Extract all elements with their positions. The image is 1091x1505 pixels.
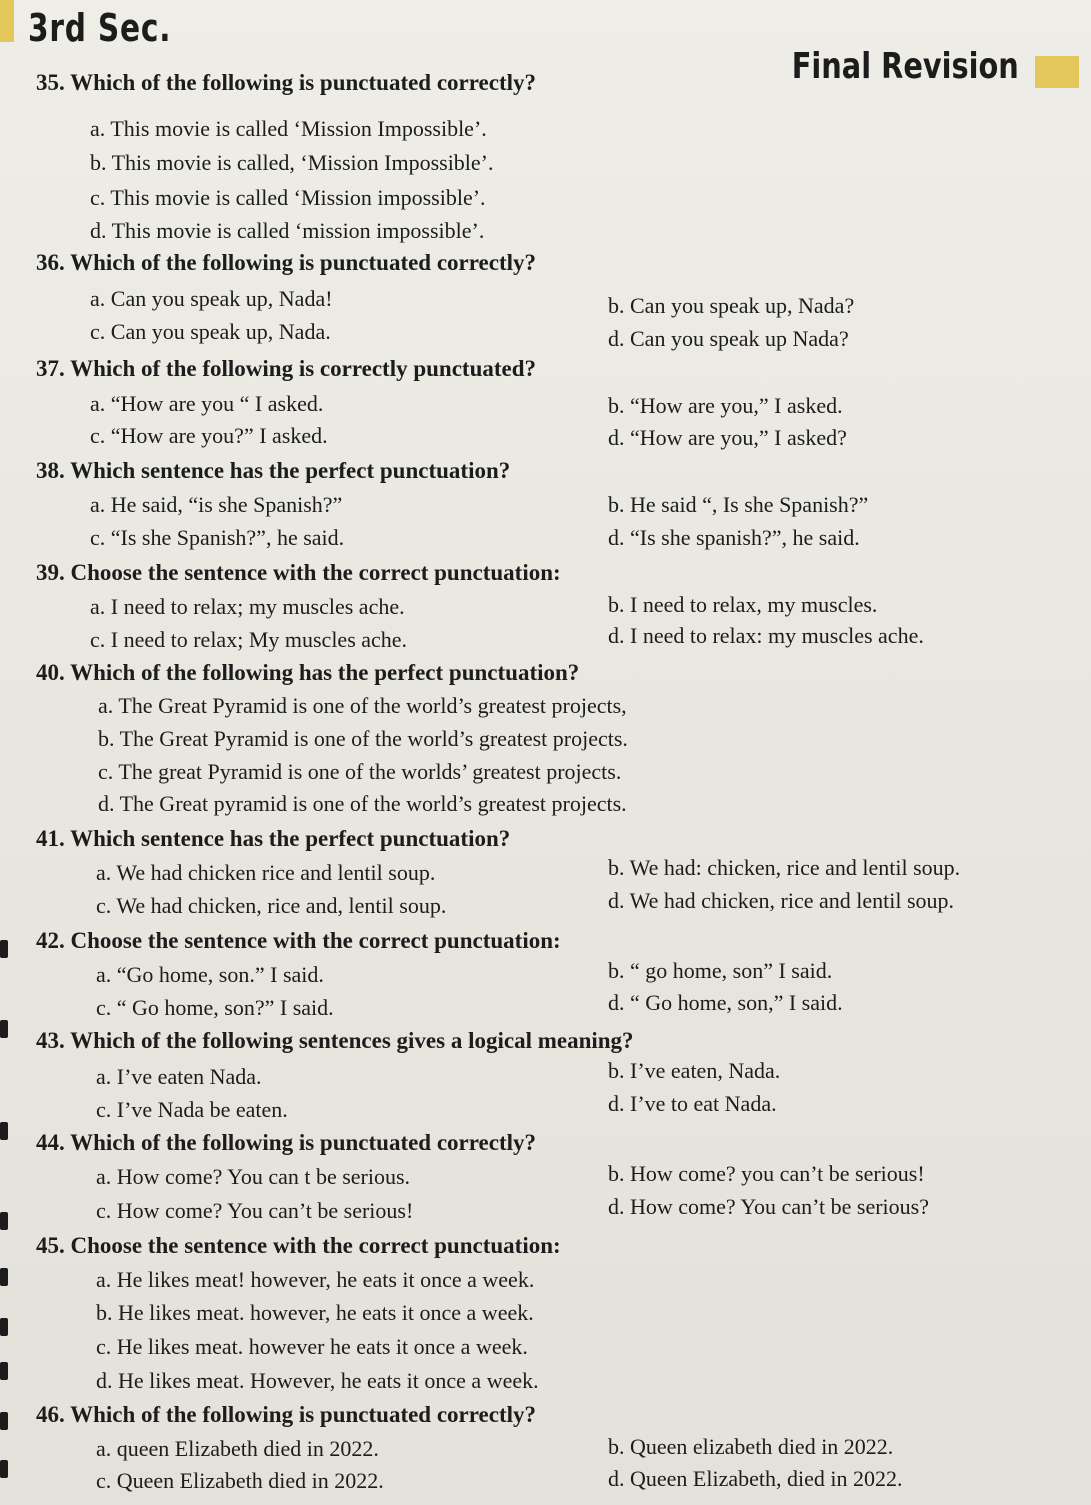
option-44a[interactable]: a. How come? You can t be serious.: [96, 1164, 411, 1189]
header-accent-square: [1035, 56, 1079, 88]
option-43c[interactable]: c. I’ve Nada be eaten.: [96, 1097, 288, 1122]
margin-mark: [0, 1122, 8, 1140]
question-44: 44. Which of the following is punctuated correctly?: [36, 1130, 537, 1155]
question-35: 35. Which of the following is punctuated correctly?: [36, 70, 537, 95]
option-38d[interactable]: d. “Is she spanish?”, he said.: [608, 525, 860, 550]
question-46: 46. Which of the following is punctuated correctly?: [36, 1402, 537, 1427]
option-35a[interactable]: a. This movie is called ‘Mission Impossible’.: [90, 116, 487, 141]
option-36d[interactable]: d. Can you speak up Nada?: [608, 326, 849, 351]
option-43b[interactable]: b. I’ve eaten, Nada.: [608, 1058, 781, 1083]
option-40b[interactable]: b. The Great Pyramid is one of the world’s greatest projects.: [98, 726, 628, 751]
margin-mark: [0, 1460, 8, 1478]
option-36b[interactable]: b. Can you speak up, Nada?: [608, 293, 855, 318]
question-40: 40. Which of the following has the perfect punctuation?: [36, 660, 580, 685]
margin-mark: [0, 1412, 8, 1430]
option-40a[interactable]: a. The Great Pyramid is one of the world’s greatest projects,: [98, 693, 627, 718]
option-46a[interactable]: a. queen Elizabeth died in 2022.: [96, 1436, 379, 1461]
question-41: 41. Which sentence has the perfect punctuation?: [36, 826, 511, 851]
section-title: 3rd Sec.: [28, 6, 172, 50]
option-43a[interactable]: a. I’ve eaten Nada.: [96, 1064, 262, 1089]
option-44b[interactable]: b. How come? you can’t be serious!: [608, 1161, 925, 1186]
margin-mark: [0, 1362, 8, 1380]
option-36a[interactable]: a. Can you speak up, Nada!: [90, 286, 333, 311]
question-36: 36. Which of the following is punctuated correctly?: [36, 250, 537, 275]
option-38c[interactable]: c. “Is she Spanish?”, he said.: [90, 525, 345, 550]
option-45d[interactable]: d. He likes meat. However, he eats it once a week.: [96, 1368, 539, 1393]
question-45: 45. Choose the sentence with the correct punctuation:: [36, 1233, 561, 1258]
option-42b[interactable]: b. “ go home, son” I said.: [608, 958, 833, 983]
option-44c[interactable]: c. How come? You can’t be serious!: [96, 1198, 414, 1223]
option-42a[interactable]: a. “Go home, son.” I said.: [96, 962, 324, 987]
option-42c[interactable]: c. “ Go home, son?” I said.: [96, 995, 334, 1020]
margin-mark: [0, 940, 8, 958]
revision-title: Final Revision: [791, 46, 1019, 87]
question-42: 42. Choose the sentence with the correct punctuation:: [36, 928, 561, 953]
option-45b[interactable]: b. He likes meat. however, he eats it once a week.: [96, 1300, 534, 1325]
option-35b[interactable]: b. This movie is called, ‘Mission Impossible’.: [90, 150, 494, 175]
option-38b[interactable]: b. He said “, Is she Spanish?”: [608, 492, 869, 517]
question-38: 38. Which sentence has the perfect punctuation?: [36, 458, 511, 483]
option-41a[interactable]: a. We had chicken rice and lentil soup.: [96, 860, 436, 885]
option-37b[interactable]: b. “How are you,” I asked.: [608, 393, 843, 418]
option-41b[interactable]: b. We had: chicken, rice and lentil soup.: [608, 855, 961, 880]
option-41c[interactable]: c. We had chicken, rice and, lentil soup.: [96, 893, 447, 918]
question-37: 37. Which of the following is correctly punctuated?: [36, 356, 537, 381]
option-39c[interactable]: c. I need to relax; My muscles ache.: [90, 627, 408, 652]
margin-mark: [0, 1268, 8, 1286]
margin-mark: [0, 1020, 8, 1038]
option-37a[interactable]: a. “How are you “ I asked.: [90, 391, 324, 416]
option-44d[interactable]: d. How come? You can’t be serious?: [608, 1194, 929, 1219]
option-42d[interactable]: d. “ Go home, son,” I said.: [608, 990, 843, 1015]
option-40c[interactable]: c. The great Pyramid is one of the worlds’ greatest projects.: [98, 759, 622, 784]
option-40d[interactable]: d. The Great pyramid is one of the world’s greatest projects.: [98, 791, 627, 816]
option-46d[interactable]: d. Queen Elizabeth, died in 2022.: [608, 1466, 903, 1491]
margin-mark: [0, 1318, 8, 1336]
option-45c[interactable]: c. He likes meat. however he eats it once a week.: [96, 1334, 528, 1359]
margin-mark: [0, 1212, 8, 1230]
option-39a[interactable]: a. I need to relax; my muscles ache.: [90, 594, 405, 619]
option-45a[interactable]: a. He likes meat! however, he eats it once a week.: [96, 1267, 535, 1292]
option-39b[interactable]: b. I need to relax, my muscles.: [608, 592, 878, 617]
option-37d[interactable]: d. “How are you,” I asked?: [608, 425, 847, 450]
option-39d[interactable]: d. I need to relax: my muscles ache.: [608, 623, 924, 648]
option-43d[interactable]: d. I’ve to eat Nada.: [608, 1091, 777, 1116]
option-46c[interactable]: c. Queen Elizabeth died in 2022.: [96, 1468, 384, 1493]
option-37c[interactable]: c. “How are you?” I asked.: [90, 423, 328, 448]
header-accent-bar: [0, 0, 14, 42]
question-39: 39. Choose the sentence with the correct punctuation:: [36, 560, 561, 585]
option-38a[interactable]: a. He said, “is she Spanish?”: [90, 492, 343, 517]
option-41d[interactable]: d. We had chicken, rice and lentil soup.: [608, 888, 955, 913]
option-46b[interactable]: b. Queen elizabeth died in 2022.: [608, 1434, 894, 1459]
option-35d[interactable]: d. This movie is called ‘mission impossible’.: [90, 218, 485, 243]
option-35c[interactable]: c. This movie is called ‘Mission impossible’.: [90, 185, 486, 210]
question-43: 43. Which of the following sentences gives a logical meaning?: [36, 1028, 634, 1053]
option-36c[interactable]: c. Can you speak up, Nada.: [90, 319, 331, 344]
